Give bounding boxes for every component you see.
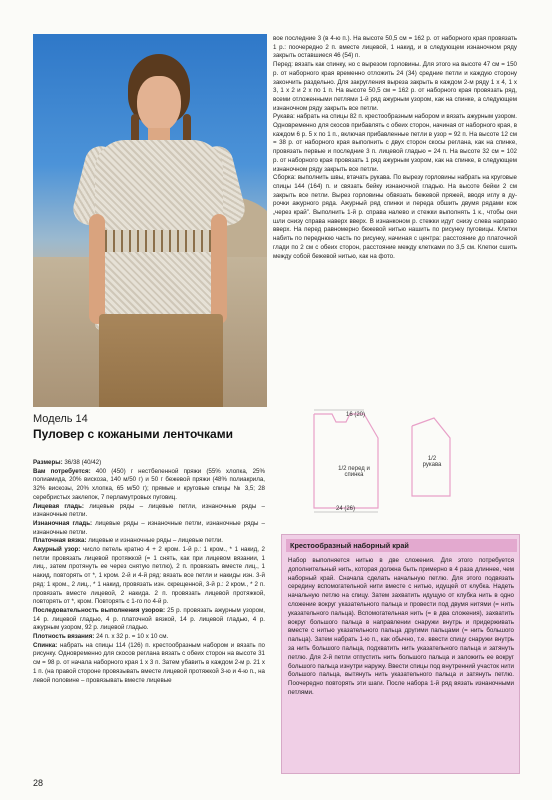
dim-bottom-label: 24 (26) <box>336 506 356 512</box>
info-box-title: Крестообразный наборный край <box>286 539 517 552</box>
pattern-sequence-head: Последовательность выполнения узоров: <box>33 606 166 614</box>
pattern-sequence-text: 25 р. провязать ажурным узором, 14 р. лицевой гладью, 4 р. платочной вязкой, 14 р. лицевой гладью, 4 р. ажурным узором, 92 р. лицевой гладью. <box>33 606 266 632</box>
lace-pattern-head: Ажурный узор: <box>33 546 81 554</box>
sizes-head: Размеры: <box>33 459 63 466</box>
photo-face <box>137 76 181 132</box>
garter <box>33 537 265 546</box>
lace-pattern-text: число петель кратно 4 + 2 кром. 1-й р.: 1 кром., * 1 накид, 2 петли провязать лицевой протяжкой (= 1 снять, как при лицевом вязании, 1 лиц., затем протянуть ее через снятую петлю), 2 п. провязать вместе лиц., 1 накид, повторять от *, 1 кром. 2-й и 4-й ряд: вязать все петли и накиды изн. 3-й ряд: 1 кром., 2 лиц., * 1 накид, провязать изн. скрещенной, 3-й р.: 2 кром., * 2 п. провязать вместе лицевой, 2 накида. 2 п. провязать лицевой протяжкой, повторять от *, кром. Повторять с 1-го по 4-й р. <box>33 546 265 606</box>
instructions-continued <box>273 35 517 261</box>
photo-arm-right <box>211 214 227 324</box>
instructions <box>33 459 265 685</box>
sizes <box>33 459 265 468</box>
sleeve-label: 1/2 рукава <box>422 456 442 468</box>
paragraph: вое последние 3 (в 4-ю п.). На высоте 50,5 см = 162 р. от наборного края провязать 1 р.: поочередно 2 п. вместе лицевой, 1 накид, и в следующем изнаночном ряду закрыть оставшиеся 46 (54) п. <box>273 35 517 60</box>
photo-arm-left <box>89 214 105 324</box>
body-outline <box>314 414 378 508</box>
garter-text: лицевые и изнаночные ряды – лицевые петли. <box>86 537 223 545</box>
cast-on-info-box <box>281 534 520 774</box>
info-box-body: Набор выполняется нитью в две сложения. Для этого потребуется дополнительный нить, которая должна быть примерно в 4 раза длиннее, чем наборный край. Сначала сделать начальную петлю. Для этого подвязать середину вспомогательной нити вместе с нитью, идущей от клубка. Надеть начальную петлю на спицу. Затем захватить идущую от клубка нить в одно сложение вокруг указательного пальца и провести под двумя нитями (= нить указательного пальца). Вспомогательная нить (= в два сложения), захватить вокруг большого пальца в направлении снаружи внутрь и придерживать вместе с нитью указательного пальца другими пальцами (= нить большого пальца). Затем набрать 1-ю п., как обычно, т.е. ввести спицу снаружи внутрь за нить большого пальца, подхватить нить указательного пальца и затянуть петлю. Для 2-й петли отпустить нить большого пальца и заложить ее вокруг большого пальца изнутри наружу. Ввести спицы под внутренний участок нити большого пальца, вытянуть нить указательного пальца и затянуть петлю. Поочередно повторять эти шаги. После набора 1-й ряд вязать изнаночными петлями. <box>288 557 514 696</box>
gauge-head: Плотность вязания: <box>33 633 95 641</box>
lace-pattern <box>33 546 265 607</box>
pattern-sequence <box>33 607 265 633</box>
dim-top-label: 16 (20) <box>346 412 366 418</box>
page-number: 28 <box>33 778 44 788</box>
reverse-stockinette <box>33 520 265 537</box>
materials-head: Вам потребуется: <box>33 467 91 475</box>
reverse-stockinette-head: Изнаночная гладь: <box>33 519 93 527</box>
sizes-text: 36/38 (40/42) <box>62 459 102 466</box>
paragraph-assembly: Сборка: выполнить швы, втачать рукава. По вырезу горловины набрать на круговые спицы 144 (164) п. и связать бейку изнаночной гладью. На высоте бейки 2 см закрыть все петли. Вырез горловины обвязать бежевой пряжей, вводя иглу в дурочки ажурного ряда. Ажурный ряд спинки и переда обшить двумя рядами кож „через край”. Выполнить 1-й р. справа налево и стежки выполнять 1 к., чтобы они шли снизу справа наверх вверх. В изнанконом р. стежки идут снизу слева направо вверх. На перед равномерно бежевой нитью нашить по рисунку пуговицы. Клетки набить по переднюю часть по рисунку, начиная с центра: расстояние до платочной глади по 2 см с обеих сторон, расстояние между клетками по 3,5 см. Клетки сшить между собой бежевой нитью, как на фото. <box>273 174 517 260</box>
model-number: Модель 14 <box>33 413 88 425</box>
stockinette <box>33 503 265 520</box>
gauge-text: 24 п. x 32 р. = 10 x 10 см. <box>94 633 169 641</box>
photo-leather-band <box>99 230 219 252</box>
gauge <box>33 633 265 642</box>
photo-skirt <box>99 314 223 407</box>
model-photo <box>33 34 267 407</box>
pattern-schematic <box>284 408 474 518</box>
back <box>33 642 265 686</box>
materials <box>33 468 265 503</box>
stockinette-text: лицевые ряды – лицевые петли, изнаночные ряды – изнаночные петли. <box>33 502 265 519</box>
paragraph-sleeves: Рукава: набрать на спицы 82 п. крестообразным набором и вязать ажурным узором. Одновременно для скосов прибавлять с обеих сторон, начиная от наборного края, в каждом 6 р. 5 x по 1 п., включая прибавленные петли в узор = 92 п. На высоте 12 см = 38 р. от наборного края выполнить с двух сторон скосы реглана, как на спинке, провязать первые и последние 3 п. лицевой гладью = 24 п. На высоте 32 см = 102 р. от наборного края провязать 1 ряд ажурным узором, как на спинке, в следующем изнаночном ряду закрыть все петли. <box>273 113 517 173</box>
model-title: Пуловер с кожаными ленточками <box>33 427 233 441</box>
materials-text: 400 (450) г нестбеленной пряжи (55% хлопка, 25% полиамида, 20% вискоза, 140 м/50 г) и 50 г бежевой пряжи (48% полиакрила, 32% вискозы, 20% хлопка, 65 м/50 г); прямые и круговые спицы № 3,5; 28 серебристых заклепок, 7 перламутровых пуговиц. <box>33 467 266 501</box>
stockinette-head: Лицевая гладь: <box>33 502 84 510</box>
back-text: набрать на спицы 114 (126) п. крестообразным набором и вязать по рисунку. Одновременно для скосов реглана вязать с обеих сторон на высоте 31 см = 98 р. от начала наборного края 1 x 3 п. Затем убавить в каждом 2-м р. 21 x 1 п. (на правой стороне провязывать вместе лицевой протяжкой 3-ю и 4-ю п., на левой половине – провязывать вместе лицевые <box>33 641 265 684</box>
back-head: Спинка: <box>33 641 58 649</box>
body-label: 1/2 перед и спинка <box>338 466 370 478</box>
paragraph-front: Перед: вязать как спинку, но с вырезом горловины. Для этого на высоте 47 см = 150 р. от наборного края временно отложить 24 (34) средние петли и каждую сторону закончить раздельно. Для закругления выреза закрыть в каждом 2-м ряду 1 x 4, 1 x 3, 1 x 2 и 2 x по 1 п. На высоте 50,5 см = 162 р. от наборного края провязать ряд, всеми отложенными петлями 1-й ряд ажурным узором, как на спинке, а следующем изнаночном ряду закрыть все петли. <box>273 61 517 112</box>
reverse-stockinette-text: лицевые ряды – изнаночные петли, изнаночные ряды – изнаночные петли. <box>33 519 265 536</box>
garter-head: Платочная вязка: <box>33 537 87 545</box>
